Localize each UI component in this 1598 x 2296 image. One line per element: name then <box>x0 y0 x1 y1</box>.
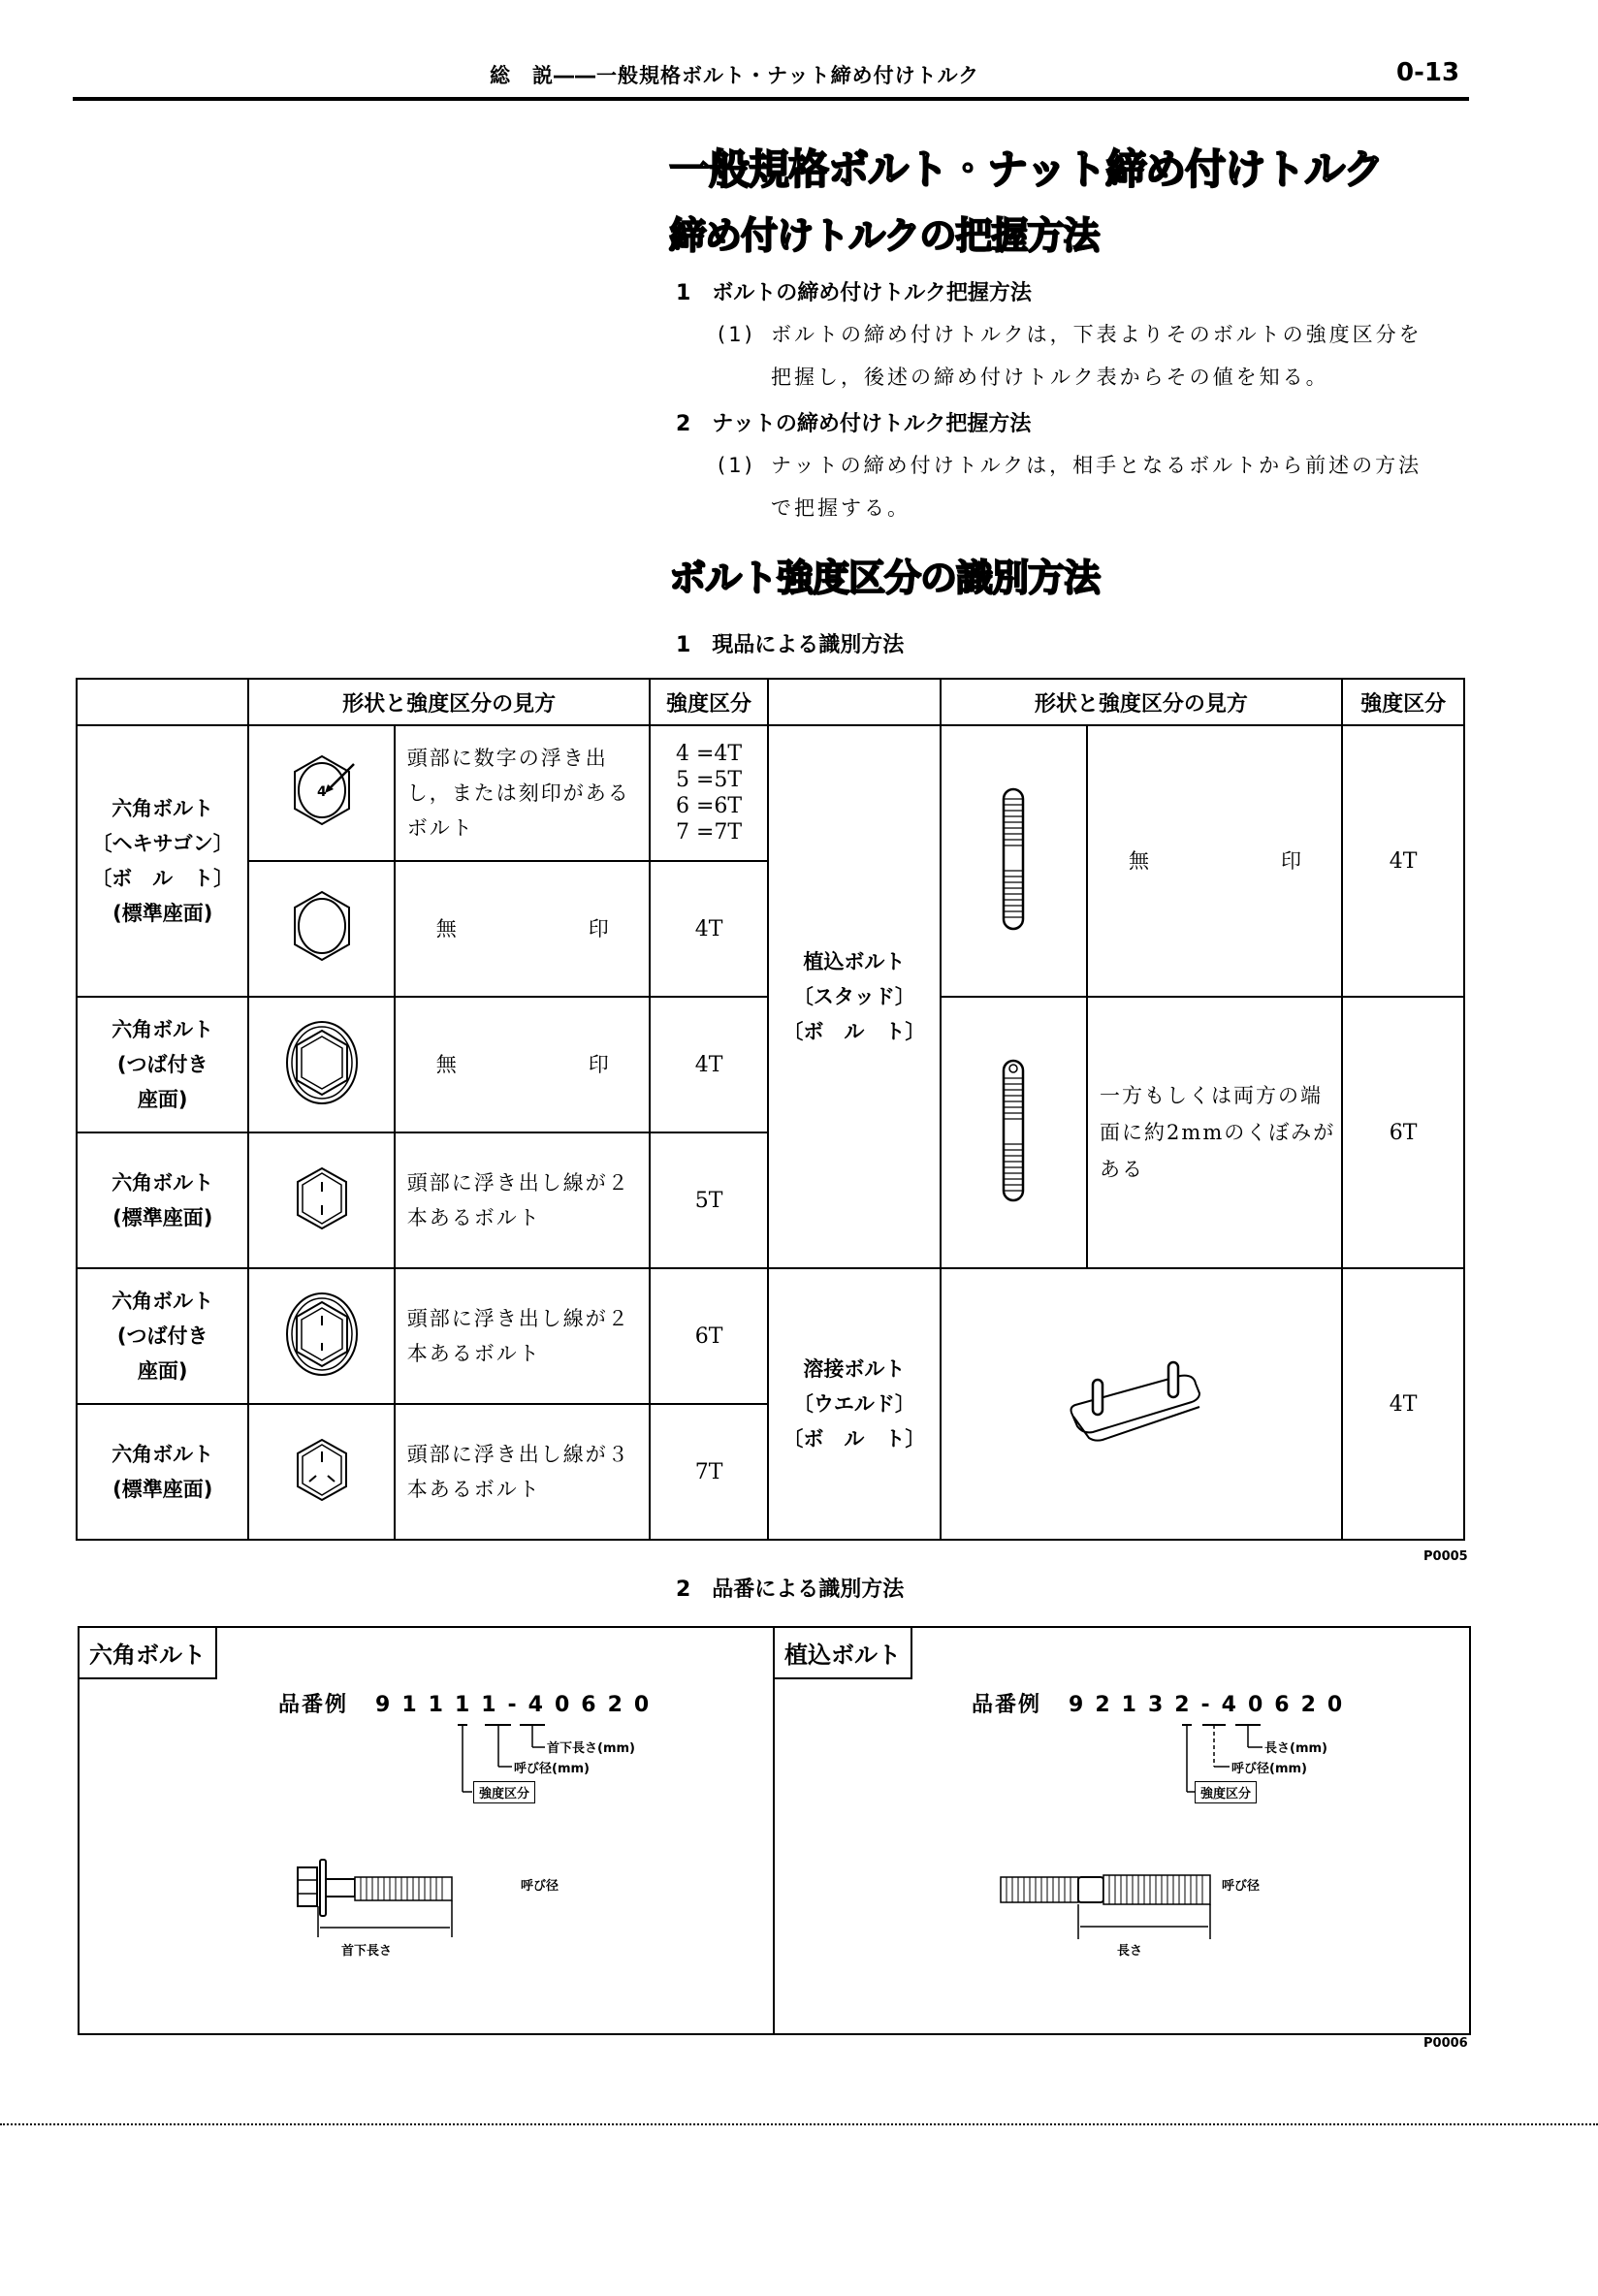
flanged-hex-head-plain-icon <box>283 1019 361 1106</box>
grade-value: 6 =6T <box>675 794 743 818</box>
page-bottom-rule <box>0 2123 1598 2125</box>
no-mark-right: 印 <box>588 1053 611 1076</box>
example-digits: 91111-40620 <box>375 1693 661 1717</box>
subsection-physical-identification: 1 現品による識別方法 <box>676 633 905 657</box>
stud-bolt-plain-icon <box>994 781 1033 937</box>
bolt-type-line: 六角ボルト <box>112 797 214 820</box>
description: 頭部に浮き出し線が２本あるボルト <box>395 1268 650 1404</box>
panel-divider <box>773 1628 775 2033</box>
bolt-type-hex-standard <box>77 725 248 997</box>
annotation-grade: 強度区分 <box>1195 1781 1257 1803</box>
bolt-type-line: 〔ウエルド〕 <box>792 1392 915 1416</box>
running-header: 総 説――一般規格ボルト・ナット締め付けトルク <box>490 64 980 87</box>
bolt-type-hex-flanged <box>77 1268 248 1404</box>
figure-label-length: 首下長さ <box>341 1944 393 1959</box>
part-number-example-hex <box>278 1688 660 1718</box>
header-blank <box>77 679 248 725</box>
paragraph-nut-torque <box>771 449 1479 525</box>
grade-value: 7 =7T <box>675 820 743 845</box>
bolt-type-line: (標準座面) <box>112 1206 213 1229</box>
panel-label-stud-bolt: 植込ボルト <box>775 1628 912 1679</box>
table-row <box>77 1268 1464 1404</box>
header-shape: 形状と強度区分の見方 <box>941 679 1343 725</box>
bolt-type-line: (つば付き <box>116 1053 208 1076</box>
bolt-type-hex-flanged <box>77 997 248 1132</box>
head-number: 4 <box>316 784 327 800</box>
annotation-grade: 強度区分 <box>473 1781 535 1803</box>
figure-label-diameter: 呼び径 <box>1222 1879 1261 1894</box>
bolt-type-line: 〔ボ ル ト〕 <box>783 1020 926 1043</box>
bolt-type-line: 六角ボルト <box>112 1018 214 1041</box>
strength-grade-table <box>76 678 1465 1541</box>
part-number-panel <box>78 1626 1471 2035</box>
bolt-type-line: (つば付き <box>116 1324 208 1348</box>
list-marker: (1) <box>718 454 755 477</box>
annotation-length: 首下長さ(mm) <box>547 1741 635 1756</box>
bolt-type-line: 〔ヘキサゴン〕 <box>91 832 234 855</box>
no-mark-left: 無 <box>435 1053 459 1076</box>
section-title-identification: ボルト強度区分の識別方法 <box>669 557 1101 599</box>
description: 頭部に数字の浮き出し，または刻印があるボルト <box>395 725 650 861</box>
no-mark-text <box>407 911 611 946</box>
bolt-type-line: 六角ボルト <box>112 1171 214 1195</box>
description: 頭部に浮き出し線が３本あるボルト <box>395 1404 650 1540</box>
bolt-type-line: (標準座面) <box>112 902 213 925</box>
figure-cell <box>248 1268 394 1404</box>
section-heading-nut-torque: 2 ナットの締め付けトルク把握方法 <box>676 412 1032 436</box>
paragraph-line: 把握し，後述の締め付けトルク表からその値を知る。 <box>771 366 1329 389</box>
paragraph-bolt-torque <box>771 318 1479 394</box>
table-header-row <box>77 679 1464 725</box>
header-rule <box>73 97 1469 101</box>
panel-label-hex-bolt: 六角ボルト <box>80 1628 217 1679</box>
bolt-type-stud <box>768 725 940 1268</box>
bolt-type-line: (標準座面) <box>112 1478 213 1501</box>
annotation-diameter: 呼び径(mm) <box>1231 1762 1307 1776</box>
list-marker: (1) <box>718 323 755 346</box>
weld-bolt-plate-icon <box>1064 1358 1219 1446</box>
description <box>395 861 650 997</box>
figure-label-diameter: 呼び径 <box>521 1879 559 1894</box>
hex-head-plain-icon <box>288 888 356 966</box>
bolt-type-line: 座面) <box>137 1359 188 1383</box>
bolt-type-line: 〔ボ ル ト〕 <box>783 1427 926 1451</box>
figure-cell <box>941 997 1087 1268</box>
hex-bolt-diagram <box>273 1854 467 1941</box>
example-label: 品番例 <box>972 1693 1042 1717</box>
flanged-hex-head-2-lines-icon <box>283 1291 361 1378</box>
subsection-part-number-identification: 2 品番による識別方法 <box>676 1578 905 1602</box>
description <box>1087 725 1342 997</box>
bolt-type-line: 六角ボルト <box>112 1443 214 1466</box>
figure-code: P0005 <box>1423 1549 1468 1564</box>
bolt-type-line: 植込ボルト <box>803 950 906 973</box>
grade-cell <box>650 725 768 861</box>
grade-value: 5 =5T <box>675 768 743 792</box>
figure-cell <box>941 725 1087 997</box>
annotation-length: 長さ(mm) <box>1264 1741 1327 1756</box>
figure-cell <box>248 725 394 861</box>
part-number-example-stud <box>972 1688 1354 1718</box>
example-label: 品番例 <box>278 1693 349 1717</box>
stud-bolt-recessed-icon <box>994 1053 1033 1208</box>
grade-cell: 4T <box>650 861 768 997</box>
figure-cell <box>248 1404 394 1540</box>
bolt-type-hex-standard <box>77 1404 248 1540</box>
grade-cell: 4T <box>650 997 768 1132</box>
section-title-torque: 締め付けトルクの把握方法 <box>669 214 1100 257</box>
header-shape: 形状と強度区分の見方 <box>248 679 650 725</box>
no-mark-left: 無 <box>1129 849 1152 873</box>
description: 一方もしくは両方の端面に約2mmのくぼみがある <box>1087 997 1342 1268</box>
paragraph-line: で把握する。 <box>771 496 911 520</box>
bolt-type-line: 〔ボ ル ト〕 <box>91 867 235 890</box>
section-heading-bolt-torque: 1 ボルトの締め付けトルク把握方法 <box>676 281 1032 305</box>
figure-cell <box>941 1268 1343 1540</box>
grade-cell: 6T <box>650 1268 768 1404</box>
grade-cell: 4T <box>1342 1268 1464 1540</box>
no-mark-text <box>1100 843 1303 879</box>
bolt-type-hex-standard <box>77 1132 248 1268</box>
hex-head-numbered-icon <box>288 752 356 830</box>
stud-bolt-diagram <box>981 1854 1233 1941</box>
bolt-type-line: 六角ボルト <box>112 1290 214 1313</box>
paragraph-line: ボルトの締め付けトルクは，下表よりそのボルトの強度区分を <box>771 323 1422 346</box>
figure-cell <box>248 861 394 997</box>
hex-head-2-lines-icon <box>293 1164 351 1232</box>
grade-cell: 5T <box>650 1132 768 1268</box>
bolt-type-weld <box>768 1268 940 1540</box>
description: 頭部に浮き出し線が２本あるボルト <box>395 1132 650 1268</box>
description <box>395 997 650 1132</box>
example-digits: 92132-40620 <box>1069 1693 1355 1717</box>
annotation-diameter: 呼び径(mm) <box>514 1762 590 1776</box>
figure-label-length: 長さ <box>1117 1944 1143 1959</box>
grade-value: 4 =4T <box>675 742 743 766</box>
main-title: 一般規格ボルト・ナット締め付けトルク <box>669 145 1384 193</box>
grade-cell: 6T <box>1342 997 1464 1268</box>
page-number: 0-13 <box>1396 58 1460 87</box>
table-row <box>77 725 1464 861</box>
grade-cell: 7T <box>650 1404 768 1540</box>
bolt-type-line: 〔スタッド〕 <box>792 985 915 1008</box>
header-grade: 強度区分 <box>1342 679 1464 725</box>
grade-cell: 4T <box>1342 725 1464 997</box>
bolt-type-line: 座面) <box>137 1088 188 1111</box>
no-mark-left: 無 <box>435 917 459 941</box>
bolt-type-line: 溶接ボルト <box>803 1357 906 1381</box>
figure-cell <box>248 997 394 1132</box>
paragraph-line: ナットの締め付けトルクは，相手となるボルトから前述の方法 <box>771 454 1422 477</box>
header-grade: 強度区分 <box>650 679 768 725</box>
no-mark-right: 印 <box>588 917 611 941</box>
no-mark-text <box>407 1047 611 1082</box>
figure-code: P0006 <box>1423 2036 1468 2051</box>
header-blank <box>768 679 940 725</box>
no-mark-right: 印 <box>1281 849 1304 873</box>
figure-cell <box>248 1132 394 1268</box>
hex-head-3-lines-icon <box>293 1436 351 1504</box>
